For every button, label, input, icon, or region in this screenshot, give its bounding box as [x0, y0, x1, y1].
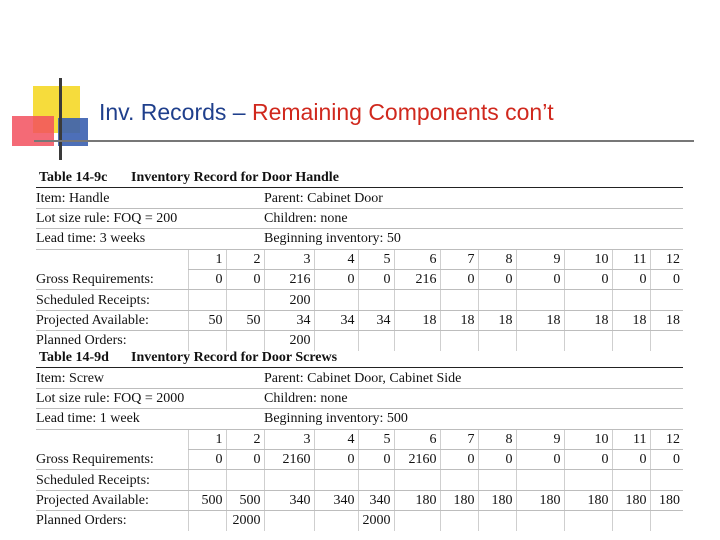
- table-cell: 340: [314, 490, 358, 510]
- table-cell: [358, 290, 394, 310]
- table-cell: 0: [226, 449, 264, 469]
- projected-available-row: [36, 490, 683, 510]
- row-label: Scheduled Receipts:: [36, 470, 188, 490]
- table-cell: [564, 470, 612, 490]
- period-number: 6: [394, 429, 440, 449]
- period-number: 11: [612, 249, 650, 269]
- period-number: 12: [650, 249, 683, 269]
- table-number: Table 14-9d: [39, 350, 109, 366]
- gross-requirements-row: [36, 449, 683, 469]
- period-number: 3: [264, 249, 314, 269]
- table-cell: 0: [516, 269, 564, 289]
- info-children: Children: none: [264, 208, 683, 228]
- table-cell: [650, 290, 683, 310]
- table-cell: 0: [188, 269, 226, 289]
- table-cell: [440, 470, 478, 490]
- table-cell: [394, 511, 440, 531]
- info-row: [36, 229, 683, 249]
- table-cell: [226, 470, 264, 490]
- info-row: [36, 409, 683, 429]
- info-beginning-inventory: Beginning inventory: 50: [264, 229, 683, 249]
- inventory-record-table-screws: [36, 348, 683, 531]
- period-number: 11: [612, 429, 650, 449]
- period-number: 5: [358, 249, 394, 269]
- table-cell: 340: [358, 490, 394, 510]
- table-cell: [314, 470, 358, 490]
- row-label: Projected Available:: [36, 490, 188, 510]
- table-cell: 0: [188, 449, 226, 469]
- scheduled-receipts-row: [36, 470, 683, 490]
- info-lead-time: Lead time: 1 week: [36, 409, 264, 429]
- table-cell: [394, 470, 440, 490]
- table-cell: 0: [440, 269, 478, 289]
- table-cell: [516, 511, 564, 531]
- table-cell: [516, 290, 564, 310]
- table-cell: [650, 511, 683, 531]
- table-cell: 0: [564, 449, 612, 469]
- table-cell: 2000: [358, 511, 394, 531]
- info-row: [36, 388, 683, 408]
- table-cell: [564, 290, 612, 310]
- info-parent: Parent: Cabinet Door: [264, 188, 683, 208]
- table-cell: 0: [650, 269, 683, 289]
- period-number: 8: [478, 249, 516, 269]
- info-item: Item: Handle: [36, 188, 264, 208]
- row-label: Gross Requirements:: [36, 449, 188, 469]
- table-cell: [188, 470, 226, 490]
- table-cell: [478, 470, 516, 490]
- info-row: [36, 188, 683, 208]
- table-cell: [478, 290, 516, 310]
- table-cell: [516, 470, 564, 490]
- table-cell: 0: [612, 449, 650, 469]
- period-number: 12: [650, 429, 683, 449]
- period-number: 9: [516, 429, 564, 449]
- row-label: Projected Available:: [36, 310, 188, 330]
- period-number: 1: [188, 249, 226, 269]
- table-cell: [188, 511, 226, 531]
- table-cell: 34: [264, 310, 314, 330]
- table-cell: [226, 290, 264, 310]
- table-caption-row: [36, 168, 683, 188]
- period-number: 3: [264, 429, 314, 449]
- info-lead-time: Lead time: 3 weeks: [36, 229, 264, 249]
- period-number: 4: [314, 429, 358, 449]
- period-number: 4: [314, 249, 358, 269]
- period-number: 10: [564, 249, 612, 269]
- table-cell: 18: [394, 310, 440, 330]
- table-cell: 340: [264, 490, 314, 510]
- table-cell: 500: [226, 490, 264, 510]
- slide-title-part1: Inv. Records –: [99, 99, 252, 125]
- period-header-row: [36, 429, 683, 449]
- table-cell: 2160: [394, 449, 440, 469]
- table-cell: [564, 511, 612, 531]
- period-number: 2: [226, 249, 264, 269]
- period-number: 10: [564, 429, 612, 449]
- table-cell: 180: [564, 490, 612, 510]
- table-cell: 500: [188, 490, 226, 510]
- table-cell: [440, 290, 478, 310]
- table-cell: 180: [516, 490, 564, 510]
- scheduled-receipts-row: [36, 290, 683, 310]
- table-cell: [394, 290, 440, 310]
- table-cell: 0: [612, 269, 650, 289]
- slide-title: [99, 99, 554, 126]
- row-label: Planned Orders:: [36, 333, 127, 349]
- title-underline: [34, 140, 694, 142]
- period-number: 6: [394, 249, 440, 269]
- table-cell: 50: [226, 310, 264, 330]
- info-row: [36, 368, 683, 388]
- slide-title-part2: Remaining Components con’t: [251, 99, 554, 125]
- inventory-record-table-handle: [36, 168, 683, 351]
- table-cell: [264, 511, 314, 531]
- table-cell: [264, 470, 314, 490]
- info-row: [36, 208, 683, 228]
- table-cell: [612, 290, 650, 310]
- table-cell: 0: [650, 449, 683, 469]
- table-cell: 0: [226, 269, 264, 289]
- table-cell: [314, 290, 358, 310]
- table-cell: 0: [516, 449, 564, 469]
- table-cell: 216: [394, 269, 440, 289]
- info-parent: Parent: Cabinet Door, Cabinet Side: [264, 368, 683, 388]
- table-cell: [188, 290, 226, 310]
- table-cell: 18: [650, 310, 683, 330]
- table-cell: [650, 470, 683, 490]
- table-number: Table 14-9c: [39, 170, 108, 186]
- table-cell: [440, 511, 478, 531]
- info-beginning-inventory: Beginning inventory: 500: [264, 409, 683, 429]
- table-cell: 18: [612, 310, 650, 330]
- info-lot-size: Lot size rule: FOQ = 200: [36, 208, 264, 228]
- period-number: 7: [440, 429, 478, 449]
- table-cell: 180: [478, 490, 516, 510]
- table-cell: 216: [264, 269, 314, 289]
- decor-vertical-line: [59, 78, 62, 160]
- table-cell: 34: [358, 310, 394, 330]
- table-cell: 2160: [264, 449, 314, 469]
- table-cell: 180: [440, 490, 478, 510]
- table-cell: 0: [440, 449, 478, 469]
- info-item: Item: Screw: [36, 368, 264, 388]
- table-cell: 50: [188, 310, 226, 330]
- table-cell: [612, 511, 650, 531]
- table-cell: 18: [440, 310, 478, 330]
- table-cell: 180: [612, 490, 650, 510]
- table-caption: Inventory Record for Door Handle: [131, 170, 339, 186]
- table-cell: 0: [314, 269, 358, 289]
- gross-requirements-row: [36, 269, 683, 289]
- table-cell: [612, 470, 650, 490]
- table-cell: 34: [314, 310, 358, 330]
- table-cell: 0: [478, 269, 516, 289]
- table-cell: 18: [478, 310, 516, 330]
- table-cell: 0: [314, 449, 358, 469]
- table-cell: [478, 511, 516, 531]
- period-number: 1: [188, 429, 226, 449]
- table-cell: 2000: [226, 511, 264, 531]
- table-cell: 0: [478, 449, 516, 469]
- row-label: Scheduled Receipts:: [36, 290, 188, 310]
- period-header-row: [36, 249, 683, 269]
- table-cell: [358, 470, 394, 490]
- table-cell: 200: [264, 290, 314, 310]
- info-children: Children: none: [264, 388, 683, 408]
- table-cell: 0: [358, 269, 394, 289]
- table-cell: 200: [264, 331, 314, 351]
- planned-orders-row: [36, 511, 683, 531]
- table-cell: [314, 511, 358, 531]
- period-number: 9: [516, 249, 564, 269]
- table-caption-row: [36, 348, 683, 368]
- table-cell: 180: [650, 490, 683, 510]
- table-cell: 18: [564, 310, 612, 330]
- table-cell: 0: [358, 449, 394, 469]
- table-cell: 0: [564, 269, 612, 289]
- period-number: 8: [478, 429, 516, 449]
- table-cell: 18: [516, 310, 564, 330]
- info-lot-size: Lot size rule: FOQ = 2000: [36, 388, 264, 408]
- row-label: Gross Requirements:: [36, 269, 188, 289]
- period-number: 7: [440, 249, 478, 269]
- row-label: Planned Orders:: [36, 513, 127, 529]
- table-cell: 180: [394, 490, 440, 510]
- period-number: 5: [358, 429, 394, 449]
- table-caption: Inventory Record for Door Screws: [131, 350, 338, 366]
- projected-available-row: [36, 310, 683, 330]
- period-number: 2: [226, 429, 264, 449]
